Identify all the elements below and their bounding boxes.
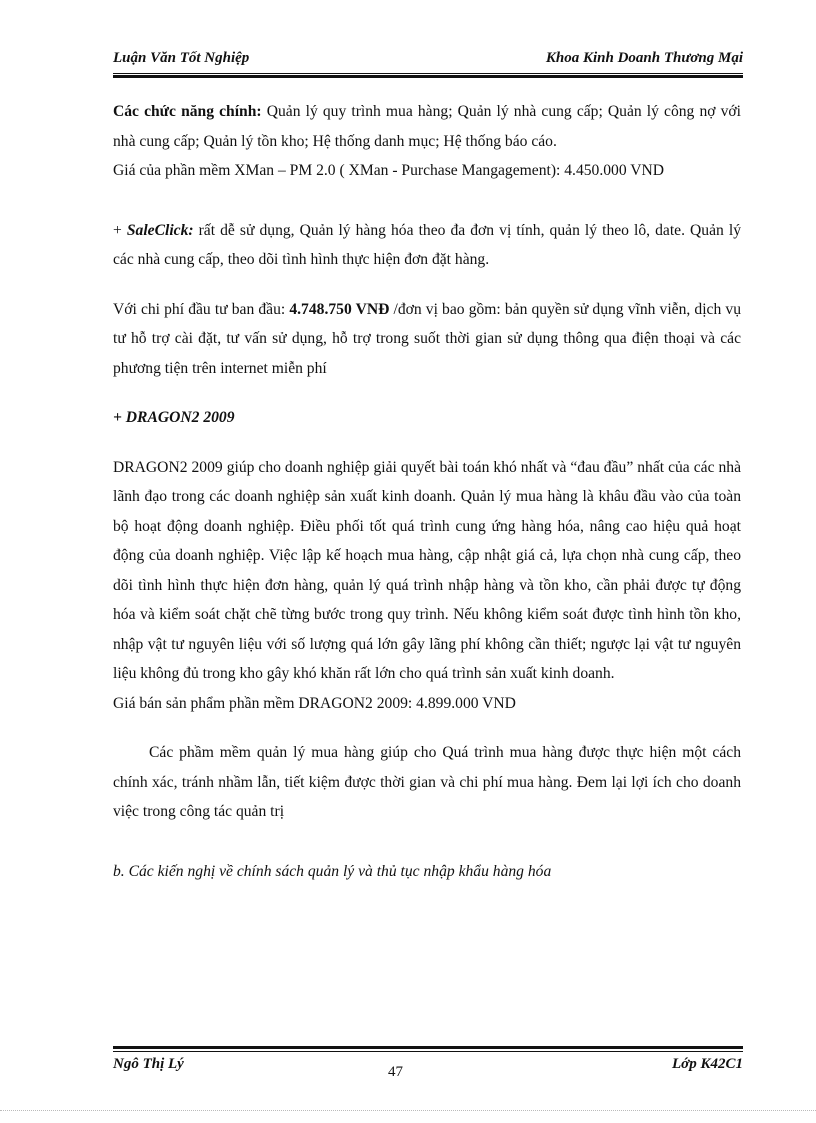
summary-paragraph: Các phầm mềm quản lý mua hàng giúp cho Quá trình mua hàng được thực hiện một cách chính xác, tránh nhầm lẫn, tiết kiệm được thời gian và chi phí mua hàng. Đem lại lợi ích cho doanh việc trong công tác quản trị bbox=[113, 744, 741, 820]
footer-rule-thin bbox=[113, 1051, 743, 1052]
footer-rule-thick bbox=[113, 1046, 743, 1049]
header-rule-thin bbox=[113, 73, 743, 74]
header-faculty: Khoa Kinh Doanh Thương Mại bbox=[545, 50, 743, 66]
dragon2-heading: + DRAGON2 2009 bbox=[113, 409, 235, 426]
header-rule-thick bbox=[113, 75, 743, 78]
saleclick-label: SaleClick: bbox=[126, 221, 194, 239]
cost-paragraph: Với chi phí đầu tư ban đầu: 4.748.750 VNĐ /đơn vị bao gồm: bản quyền sử dụng vĩnh viễn, dịch vụ tư hỗ trợ cài đặt, tư vấn sử dụng, hỗ trợ trong suốt thời gian sử dụng thông qua điện thoại và các phương tiện trên internet miễn phí bbox=[113, 300, 741, 377]
header-thesis-title: Luận Văn Tốt Nghiệp bbox=[113, 50, 250, 66]
section-b-heading: b. Các kiến nghị về chính sách quản lý và thủ tục nhập khẩu hàng hóa bbox=[113, 862, 552, 880]
page-number: 47 bbox=[388, 1064, 403, 1080]
dragon2-price-paragraph: Giá bán sản phẩm phần mềm DRAGON2 2009: 4.899.000 VND bbox=[113, 694, 516, 712]
saleclick-text: rất dễ sử dụng, Quản lý hàng hóa theo đa đơn vị tính, quản lý theo lô, date. Quản lý các nhà cung cấp, theo dõi tình hình thực hiện đơn đặt hàng. bbox=[113, 221, 741, 268]
saleclick-price: 4.748.750 VNĐ bbox=[289, 300, 390, 318]
functions-paragraph bbox=[113, 97, 741, 156]
footer-class: Lớp K42C1 bbox=[672, 1056, 743, 1072]
functions-text: Quản lý quy trình mua hàng; Quản lý nhà cung cấp; Quản lý công nợ với nhà cung cấp; Quản lý tồn kho; Hệ thống danh mục; Hệ thống báo cáo. bbox=[113, 103, 741, 150]
page-footer bbox=[113, 1056, 743, 1080]
xman-price-paragraph: Giá của phần mềm XMan – PM 2.0 ( XMan - Purchase Mangagement): 4.450.000 VND bbox=[113, 162, 665, 179]
body-text bbox=[113, 97, 741, 886]
page-boundary bbox=[0, 1110, 816, 1111]
dragon2-paragraph: DRAGON2 2009 giúp cho doanh nghiệp giải quyết bài toán khó nhất và “đau đầu” nhất của các nhà lãnh đạo trong các doanh nghiệp sản xuất kinh doanh. Quản lý mua hàng là khâu đầu vào của toàn bộ hoạt động doanh nghiệp. Điều phối tốt quá trình cung ứng hàng hóa, nâng cao hiệu quả hoạt động của doanh nghiệp. Việc lập kế hoạch mua hàng, cập nhật giá cả, lựa chọn nhà cung cấp, theo dõi tình hình thực hiện đơn hàng, quản lý quá trình nhập hàng và tồn kho, cần phải được tự động hóa và kiểm soát chặt chẽ từng bước trong quy trình. Nếu không kiểm soát được tình hình tồn kho, nhập vật tư nguyên liệu với số lượng quá lớn gây lãng phí không cần thiết; ngược lại vật tư nguyên liệu không đủ trong kho gây khó khăn rất lớn cho quá trình sản xuất kinh doanh. bbox=[113, 458, 741, 682]
footer-author: Ngô Thị Lý bbox=[113, 1056, 184, 1072]
page-header bbox=[113, 50, 743, 72]
saleclick-paragraph: + SaleClick: rất dễ sử dụng, Quản lý hàng hóa theo đa đơn vị tính, quản lý theo lô, date. Quản lý các nhà cung cấp, theo dõi tình hình thực hiện đơn đặt hàng. bbox=[113, 221, 741, 268]
functions-label: Các chức năng chính: bbox=[113, 103, 262, 120]
